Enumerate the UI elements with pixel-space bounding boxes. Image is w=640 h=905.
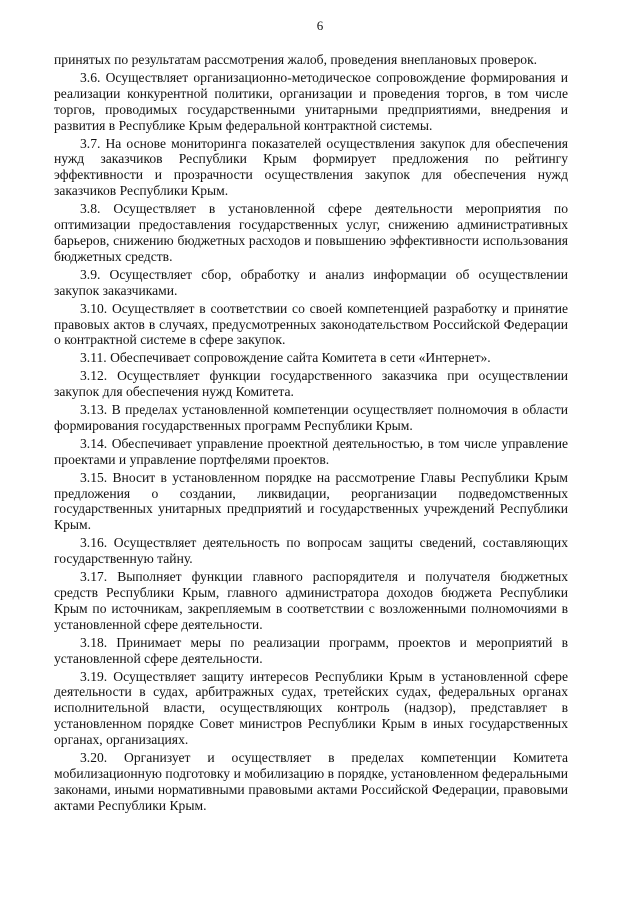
paragraph-3-15: 3.15. Вносит в установленном порядке на рассмотрение Главы Республики Крым предложения о создании, ликвидации, реорганизации подведомственных государственных унитарных предприятий и государственных учреждений Республики Крым. (54, 469, 568, 533)
paragraph-3-14: 3.14. Обеспечивает управление проектной деятельностью, в том числе управление проектами и управление портфелями проектов. (54, 435, 568, 467)
paragraph-3-16: 3.16. Осуществляет деятельность по вопросам защиты сведений, составляющих государственную тайну. (54, 535, 568, 567)
paragraph-3-12: 3.12. Осуществляет функции государственного заказчика при осуществлении закупок для обеспечения нужд Комитета. (54, 368, 568, 400)
paragraph-3-8: 3.8. Осуществляет в установленной сфере деятельности мероприятия по оптимизации предоставления государственных услуг, снижению административных барьеров, снижению бюджетных расходов и повышению эффективности использования бюджетных средств. (54, 201, 568, 264)
paragraph-3-10: 3.10. Осуществляет в соответствии со своей компетенцией разработку и принятие правовых актов в случаях, предусмотренных законодательством Российской Федерации о контрактной системе в сфере закупок. (54, 300, 568, 348)
paragraph-3-6: 3.6. Осуществляет организационно-методическое сопровождение формирования и реализации конкурентной политики, организации и проведения торгов, в том числе торгов, проводимых государственными унитарными предприятиями, внедрения и развития в Республике Крым федеральной контрактной системы. (54, 69, 568, 133)
document-body (54, 52, 568, 814)
paragraph-3-11: 3.11. Обеспечивает сопровождение сайта Комитета в сети «Интернет». (80, 350, 491, 366)
page-number: 6 (316, 18, 324, 33)
paragraph-3-9: 3.9. Осуществляет сбор, обработку и анализ информации об осуществлении закупок заказчиками. (54, 266, 568, 298)
paragraph-3-19: 3.19. Осуществляет защиту интересов Республики Крым в установленной сфере деятельности в судах, арбитражных судах, третейских судах, федеральных органах исполнительной власти, осуществляющих контроль (надзор), представляет в установленном порядке Совет министров Республики Крым в иных государственных органах, организациях. (54, 668, 568, 748)
paragraph-3-17: 3.17. Выполняет функции главного распорядителя и получателя бюджетных средств Республики Крым, главного администратора доходов бюджета Республики Крым по источникам, закрепляемым в соответствии с возложенными полномочиями в установленной сфере деятельности. (54, 569, 568, 632)
paragraph-3-7: 3.7. На основе мониторинга показателей осуществления закупок для обеспечения нужд заказчиков Республики Крым формирует предложения по рейтингу эффективности и прозрачности осуществления закупок для обеспечения нужд заказчиков Республики Крым. (54, 135, 568, 199)
paragraph-continuation: принятых по результатам рассмотрения жалоб, проведения внеплановых проверок. (54, 52, 538, 67)
paragraph-3-18: 3.18. Принимает меры по реализации программ, проектов и мероприятий в установленной сфере деятельности. (54, 634, 568, 666)
paragraph-3-13: 3.13. В пределах установленной компетенции осуществляет полномочия в области формирования государственных программ Республики Крым. (54, 402, 568, 433)
paragraph-3-20: 3.20. Организует и осуществляет в пределах компетенции Комитета мобилизационную подготовку и мобилизацию в порядке, установленном федеральными законами, иными нормативными правовыми актами Российской Федерации, правовыми актами Республики Крым. (54, 750, 568, 813)
